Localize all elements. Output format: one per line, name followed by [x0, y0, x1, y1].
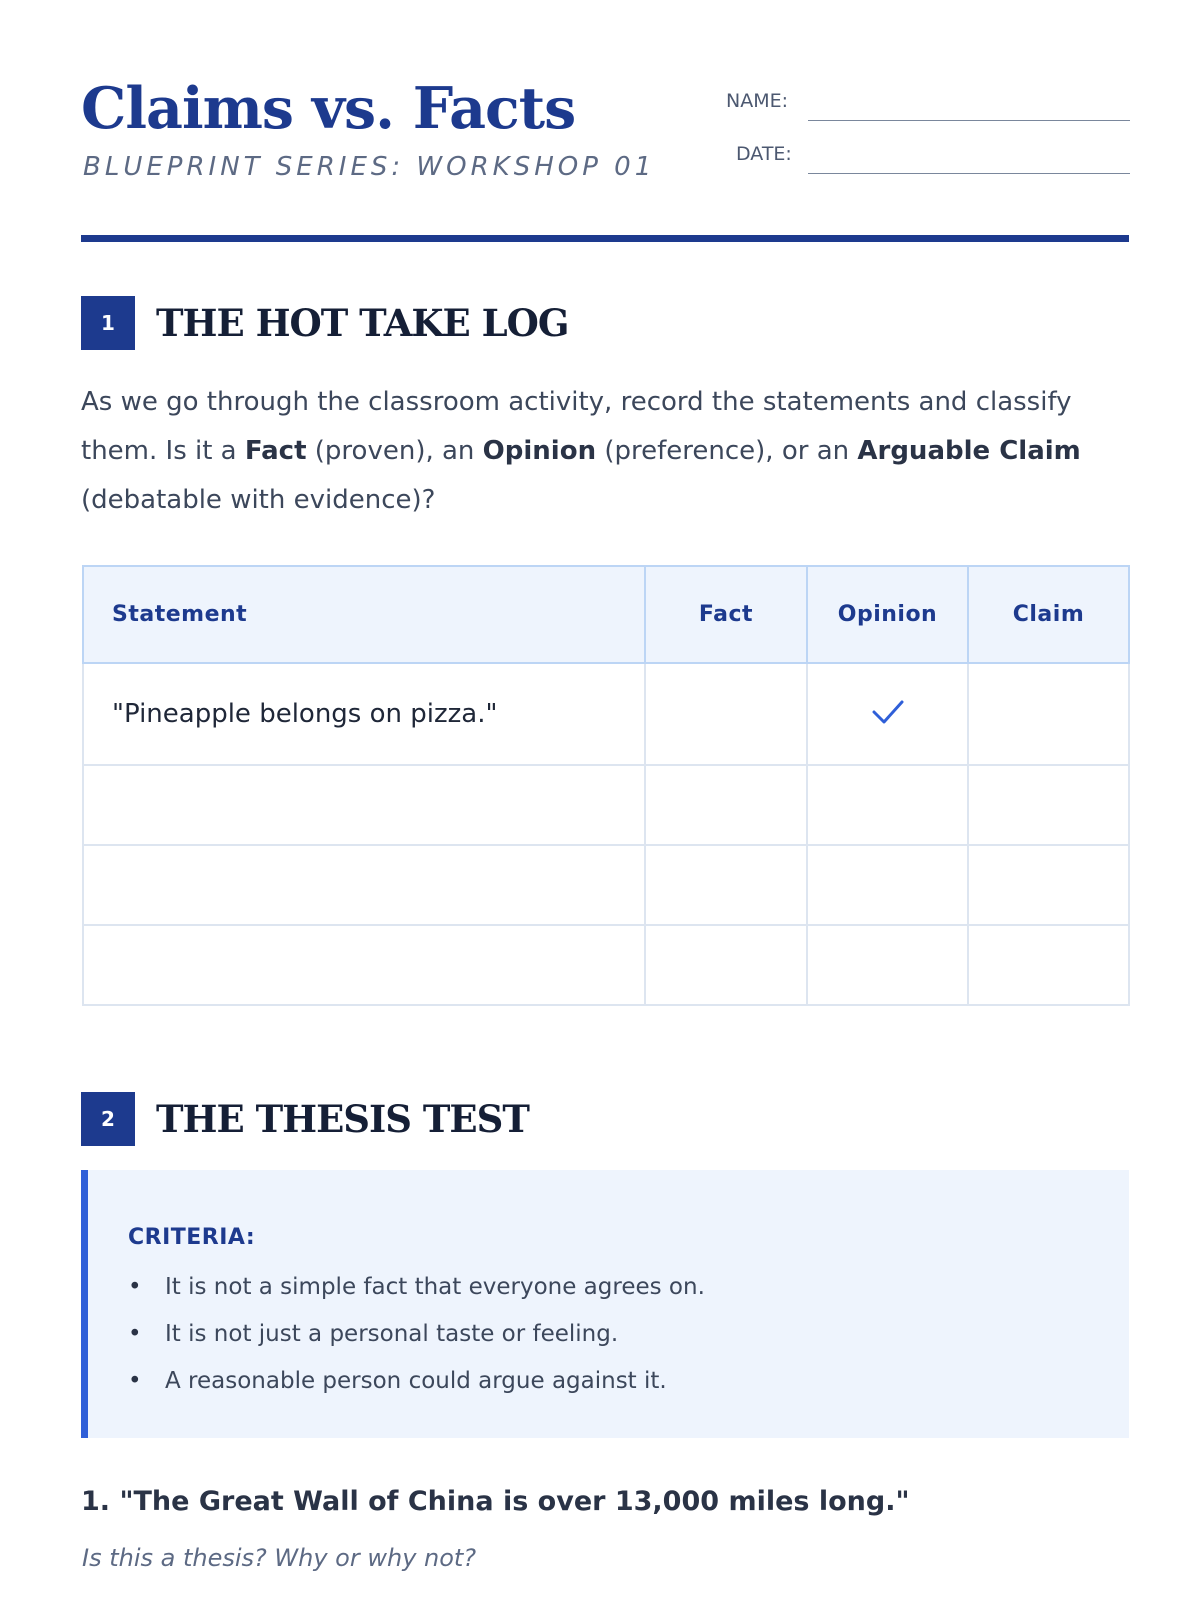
fact-cell[interactable]	[645, 925, 807, 1005]
fact-term: Fact	[244, 436, 307, 466]
criteria-item: • It is not just a personal taste or feeling.	[128, 1321, 619, 1347]
statement-cell[interactable]	[83, 925, 645, 1005]
statement-cell[interactable]	[83, 845, 645, 925]
section-1-badge: 1	[81, 296, 135, 350]
section-2-title: THE THESIS TEST	[156, 1097, 529, 1141]
check-icon	[871, 711, 905, 730]
fact-cell[interactable]	[645, 845, 807, 925]
criteria-label: CRITERIA:	[128, 1225, 256, 1250]
opinion-cell[interactable]	[807, 925, 968, 1005]
opinion-term: Opinion	[482, 436, 597, 466]
section-2-badge: 2	[81, 1092, 135, 1146]
statement-cell[interactable]	[83, 765, 645, 845]
criteria-box	[81, 1170, 1129, 1438]
page-title: Claims vs. Facts	[81, 75, 576, 142]
claim-cell[interactable]	[968, 925, 1129, 1005]
date-field[interactable]	[808, 173, 1130, 174]
section-1-instructions: As we go through the classroom activity, record the statements and classify them. Is it a Fact (proven), an Opinion (preference), or an Arguable Claim (debatable with evidence)?	[81, 387, 1081, 515]
table-row	[83, 845, 1129, 925]
fact-cell[interactable]	[645, 663, 807, 765]
column-header-fact: Fact	[645, 566, 807, 663]
hot-take-log-table	[82, 565, 1130, 1006]
section-1-title: THE HOT TAKE LOG	[156, 301, 569, 345]
bullet-icon: •	[128, 1321, 142, 1347]
claim-term: Arguable Claim	[857, 436, 1081, 466]
table-header-row	[83, 566, 1129, 663]
column-header-claim: Claim	[968, 566, 1129, 663]
claim-cell[interactable]	[968, 845, 1129, 925]
page-subtitle: BLUEPRINT SERIES: WORKSHOP 01	[83, 152, 656, 182]
question-1: 1. "The Great Wall of China is over 13,000 miles long."	[81, 1486, 910, 1517]
table-row	[83, 663, 1129, 765]
header-divider	[81, 235, 1129, 242]
claim-cell[interactable]	[968, 663, 1129, 765]
opinion-cell[interactable]	[807, 845, 968, 925]
opinion-cell[interactable]	[807, 765, 968, 845]
claim-cell[interactable]	[968, 765, 1129, 845]
table-row	[83, 925, 1129, 1005]
criteria-item: • It is not a simple fact that everyone agrees on.	[128, 1274, 705, 1300]
statement-cell[interactable]: "Pineapple belongs on pizza."	[83, 663, 645, 765]
fact-cell[interactable]	[645, 765, 807, 845]
name-field[interactable]	[808, 120, 1130, 121]
question-1-prompt: Is this a thesis? Why or why not?	[82, 1544, 477, 1572]
table-row	[83, 765, 1129, 845]
column-header-statement: Statement	[83, 566, 645, 663]
bullet-icon: •	[128, 1368, 142, 1394]
name-label: NAME:	[726, 90, 789, 112]
column-header-opinion: Opinion	[807, 566, 968, 663]
date-label: DATE:	[736, 143, 792, 165]
criteria-item: • A reasonable person could argue against it.	[128, 1368, 667, 1394]
opinion-cell[interactable]	[807, 663, 968, 765]
bullet-icon: •	[128, 1274, 142, 1300]
